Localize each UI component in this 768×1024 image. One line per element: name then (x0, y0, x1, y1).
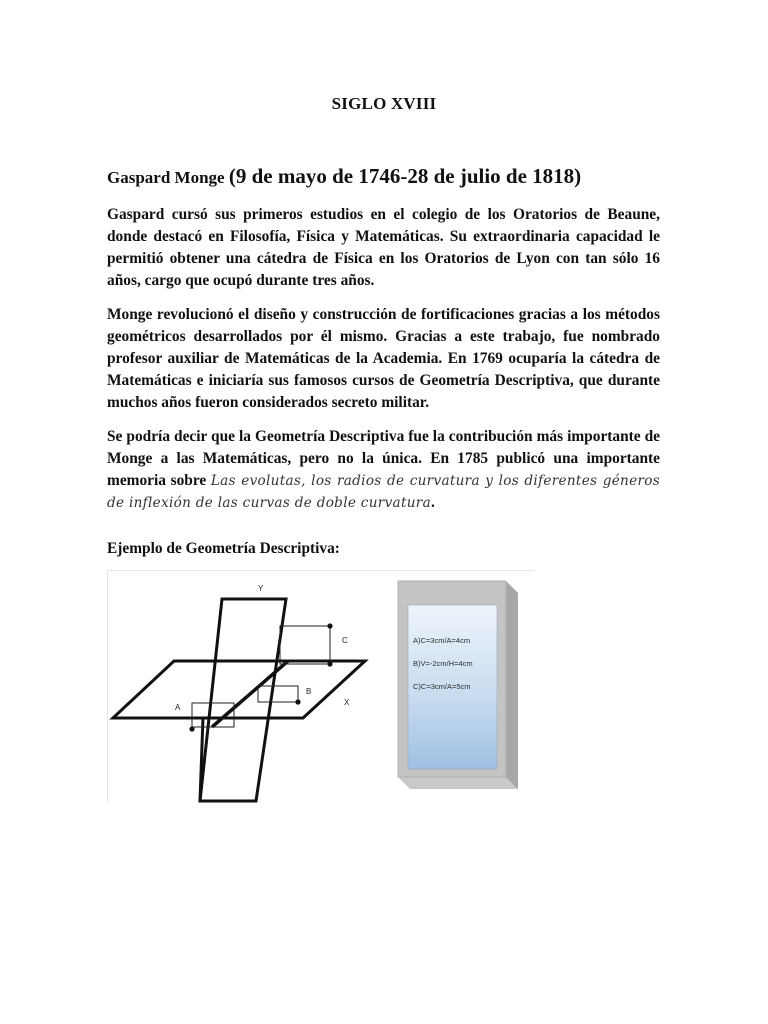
paragraph-contribution-text: Se podría decir que la Geometría Descriptiva fue la contribución más importante de Monge a las Matemáticas, pero no la única. En 1785 publicó una importante memoria sobre (107, 428, 660, 489)
example-heading: Ejemplo de Geometría Descriptiva: (107, 540, 340, 557)
paragraph-fortifications: Monge revolucionó el diseño y construcción de fortificaciones gracias a los métodos geométricos desarrollados por él mismo. Gracias a este trabajo, fue nombrado profesor auxiliar de Matemáticas de la Academia. En 1769 ocuparía la cátedra de Matemáticas e iniciaría sus famosos cursos de Geometría Descriptiva, que durante muchos años fueron considerados secreto militar. (107, 306, 660, 411)
paragraph-contribution (107, 426, 660, 514)
descriptive-geometry-figure (107, 570, 534, 803)
card-line-a: A)C=3cm/A=4cm (413, 636, 471, 645)
paragraph-education: Gaspard cursó sus primeros estudios en el colegio de los Oratorios de Beaune, donde destacó en Filosofía, Física y Matemáticas. Su extraordinaria capacidad le permitió obtener una cátedra de Física en los Oratorios de Lyon con tan sólo 16 años, cargo que ocupó durante tres años. (107, 206, 660, 289)
person-name: Gaspard Monge (107, 168, 229, 187)
point-c-label: C (342, 636, 348, 645)
card-line-c: C)C=3cm/A=5cm (413, 682, 471, 691)
projection-card (398, 581, 518, 789)
paragraph-contribution-end: . (430, 494, 435, 511)
life-dates: (9 de mayo de 1746-28 de julio de 1818) (228, 164, 582, 188)
axis-y-label: Y (258, 584, 264, 593)
page-heading: SIGLO XVIII (331, 94, 437, 113)
publication-title: Las evolutas, los radios de curvatura y los diferentes géneros de inflexión de las curvas de doble curvatura (107, 473, 661, 511)
point-b-label: B (306, 687, 312, 696)
biography-title (107, 164, 667, 189)
point-a-label: A (175, 703, 181, 712)
axis-x-label: X (344, 698, 350, 707)
card-line-b: B)V=-2cm/H=4cm (413, 659, 473, 668)
